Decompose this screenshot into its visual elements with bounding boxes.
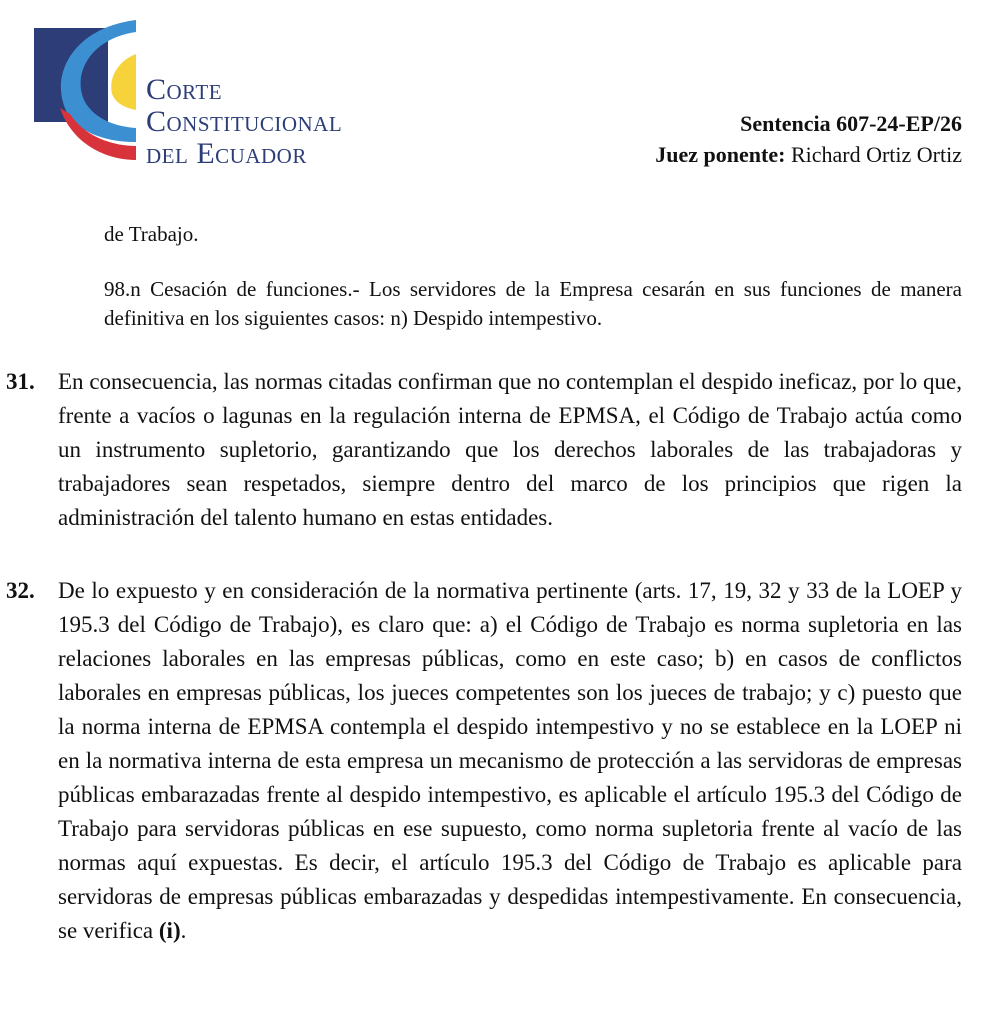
paragraph-32	[6, 574, 962, 948]
logo-line-1: Corte	[146, 73, 223, 106]
paragraph-number: 31.	[6, 369, 35, 394]
logo-line-2: Constitucional	[146, 105, 343, 138]
court-logo	[30, 14, 410, 174]
paragraph-31	[6, 365, 962, 535]
judge-line	[655, 139, 962, 170]
case-info	[655, 108, 962, 170]
quote-continuation: de Trabajo.	[104, 222, 199, 246]
paragraph-text: De lo expuesto y en consideración de la normativa pertinente (arts. 17, 19, 32 y 33 de la LOEP y 195.3 del Código de Trabajo), es claro que: a) el Código de Trabajo es norma supletoria en las relaciones laborales en las empresas públicas, como en este caso; b) en casos de conflictos laborales en empresas públicas, los jueces competentes son los jueces de trabajo; y c) puesto que la norma interna de EPMSA contempla el despido intempestivo y no se establece en la LOEP ni en la normativa interna de esta empresa un mecanismo de protección a las servidoras de empresas públicas embarazadas frente al despido intempestivo, es aplicable el artículo 195.3 del Código de Trabajo para servidoras públicas en ese supuesto, como norma supletoria frente al vacío de las normas aquí expuestas. Es decir, el artículo 195.3 del Código de Trabajo es aplicable para servidoras de empresas públicas embarazadas y despedidas intempestivamente. En consecuencia, se verifica	[58, 578, 962, 943]
judge-name: Richard Ortiz Ortiz	[790, 142, 962, 167]
case-number: Sentencia 607-24-EP/26	[740, 111, 962, 136]
judge-label: Juez ponente:	[655, 142, 786, 167]
paragraph-end: .	[180, 918, 187, 943]
logo-line-3: del Ecuador	[146, 137, 307, 170]
quote-article: 98.n Cesación de funciones.- Los servidores de la Empresa cesarán en sus funciones de manera definitiva en los siguientes casos: n) Despido intempestivo.	[104, 277, 962, 330]
court-name	[146, 74, 342, 170]
paragraph-text: En consecuencia, las normas citadas confirman que no contemplan el despido ineficaz, por lo que, frente a vacíos o lagunas en la regulación interna de EPMSA, el Código de Trabajo actúa como un instrumento supletorio, garantizando que los derechos laborales de las trabajadoras y trabajadores sean respetados, siempre dentro del marco de los principios que rigen la administración del talento humano en estas entidades.	[58, 369, 962, 530]
paragraph-emphasis: (i)	[158, 918, 181, 943]
court-emblem-icon	[30, 14, 150, 174]
paragraph-number: 32.	[6, 578, 35, 603]
